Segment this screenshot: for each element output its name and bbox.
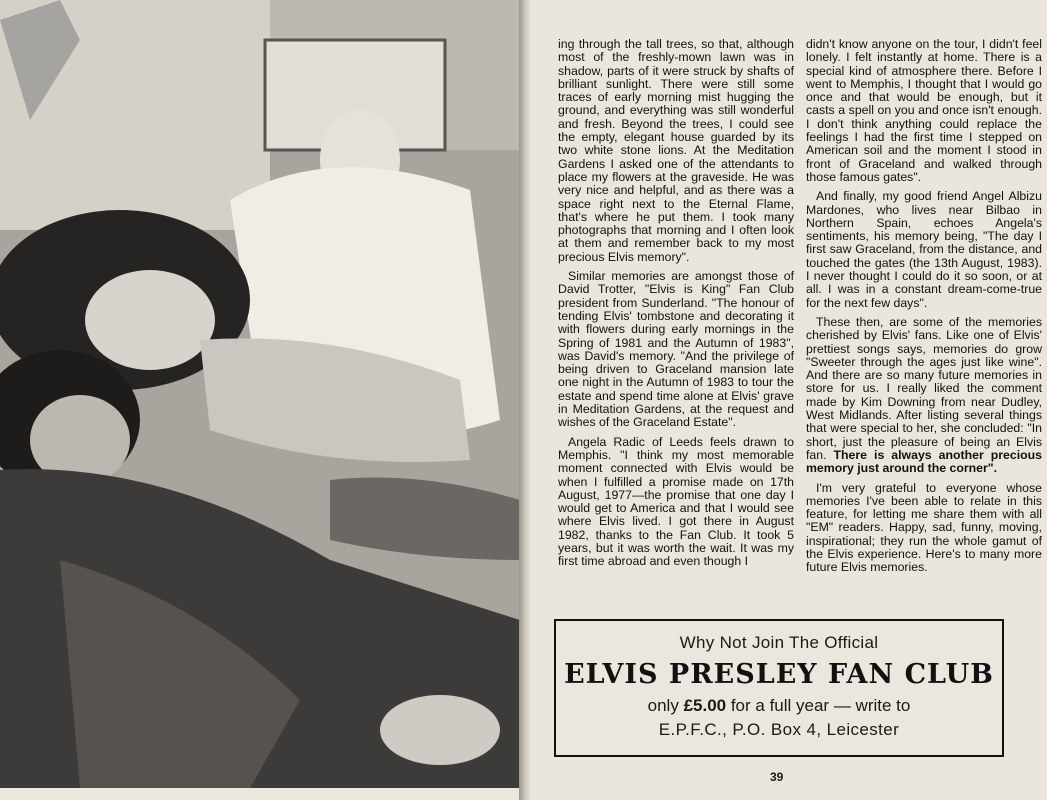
paragraph: And finally, my good friend Angel Albizu Mardones, who lives near Bilbao in Northern Spain, echoes Angela's sentiments, his memory being, "The day I first saw Graceland, from the distance, and touched the gates (the 13th August, 1983). I never thought I could do it so soon, or at all. I was in a constant dream-come-true for the next few days". — [806, 189, 1042, 310]
paragraph: didn't know anyone on the tour, I didn't feel lonely. I felt instantly at home. There is a special kind of atmosphere there. Before I went to Memphis, I thought that I would go once and that would be enough, but it casts a spell on you and once isn't enough. I don't think anything could replace the feelings I had the first time I stepped on American soil and the moment I stood in front of Graceland and walked through those famous gates". — [806, 37, 1042, 184]
ad-price-post: for a full year — write to — [726, 696, 911, 715]
paragraph: Similar memories are amongst those of David Trotter, "Elvis is King" Fan Club president from Sunderland. "The honour of tending Elvis' tombstone and decorating it with flowers during early mornings in the Spring of 1981 and the Autumn of 1983", was David's memory. "And the privilege of being driven to Graceland mansion late one night in the Autumn of 1983 to tour the estate and spend time alone at Elvis' grave in Meditation Gardens, at the request and wishes of the Graceland Estate". — [558, 269, 794, 430]
article-column-right — [806, 38, 1042, 610]
ad-intro: Why Not Join The Official — [679, 633, 879, 652]
ad-address: E.P.F.C., P.O. Box 4, Leicester — [658, 720, 900, 739]
fan-club-advertisement — [554, 619, 1004, 757]
ad-price-pre: only — [647, 696, 684, 715]
page-number: 39 — [770, 770, 784, 784]
family-photo — [0, 0, 520, 788]
paragraph: ing through the tall trees, so that, although most of the freshly-mown lawn was in shadow, parts of it were struck by shafts of brilliant sunlight. There were still some traces of early morning mist hugging the ground, and everything was still wonderful and fresh. Beyond the trees, I could see the empty, elegant house guarded by its two white stone lions. At the Meditation Gardens I asked one of the attendants to place my flowers at the graveside. He was very nice and helpful, and as there was a space right next to the Eternal Flame, that's where he put them. I took many photographs that morning and I often look at them and remember back to my most precious Elvis memory". — [558, 37, 794, 264]
left-page — [0, 0, 522, 800]
paragraph — [806, 316, 1042, 476]
bold-quote: There is always another precious memory just around the corner". — [806, 447, 1042, 476]
paragraph-text: These then, are some of the memories cherished by Elvis' fans. Like one of Elvis' prettiest songs says, memories do grow "Sweeter through the ages just like wine". And there are so many future memories in store for us. I really liked the comment made by Kim Downing from near Dudley, West Midlands. After listing several things that were special to her, she concluded: "In short, just the pleasure of being an Elvis fan. — [806, 314, 1042, 462]
ad-title: ELVIS PRESLEY FAN CLUB — [564, 659, 994, 690]
paragraph: Angela Radic of Leeds feels drawn to Memphis. "I think my most memorable moment connected with Elvis would be when I fulfilled a promise made on 17th August, 1977—the promise that one day I would get to America and that I would see where Elvis lived. I got there in August 1982, thanks to the Fan Club. It took 5 years, but it was worth the wait. It was my first time abroad and even though I — [558, 434, 794, 569]
ad-price-line — [556, 696, 1002, 716]
paragraph: I'm very grateful to everyone whose memories I've been able to relate in this feature, for letting me share them with all "EM" readers. Happy, sad, funny, moving, inspirational; they run the whole gamut of the Elvis experience. Here's to many more future Elvis memories. — [806, 480, 1042, 575]
ad-price: £5.00 — [683, 696, 727, 715]
right-page — [530, 0, 1047, 800]
article-column-left — [558, 38, 794, 610]
article-columns — [558, 38, 1042, 610]
photo-illustration — [0, 0, 520, 788]
